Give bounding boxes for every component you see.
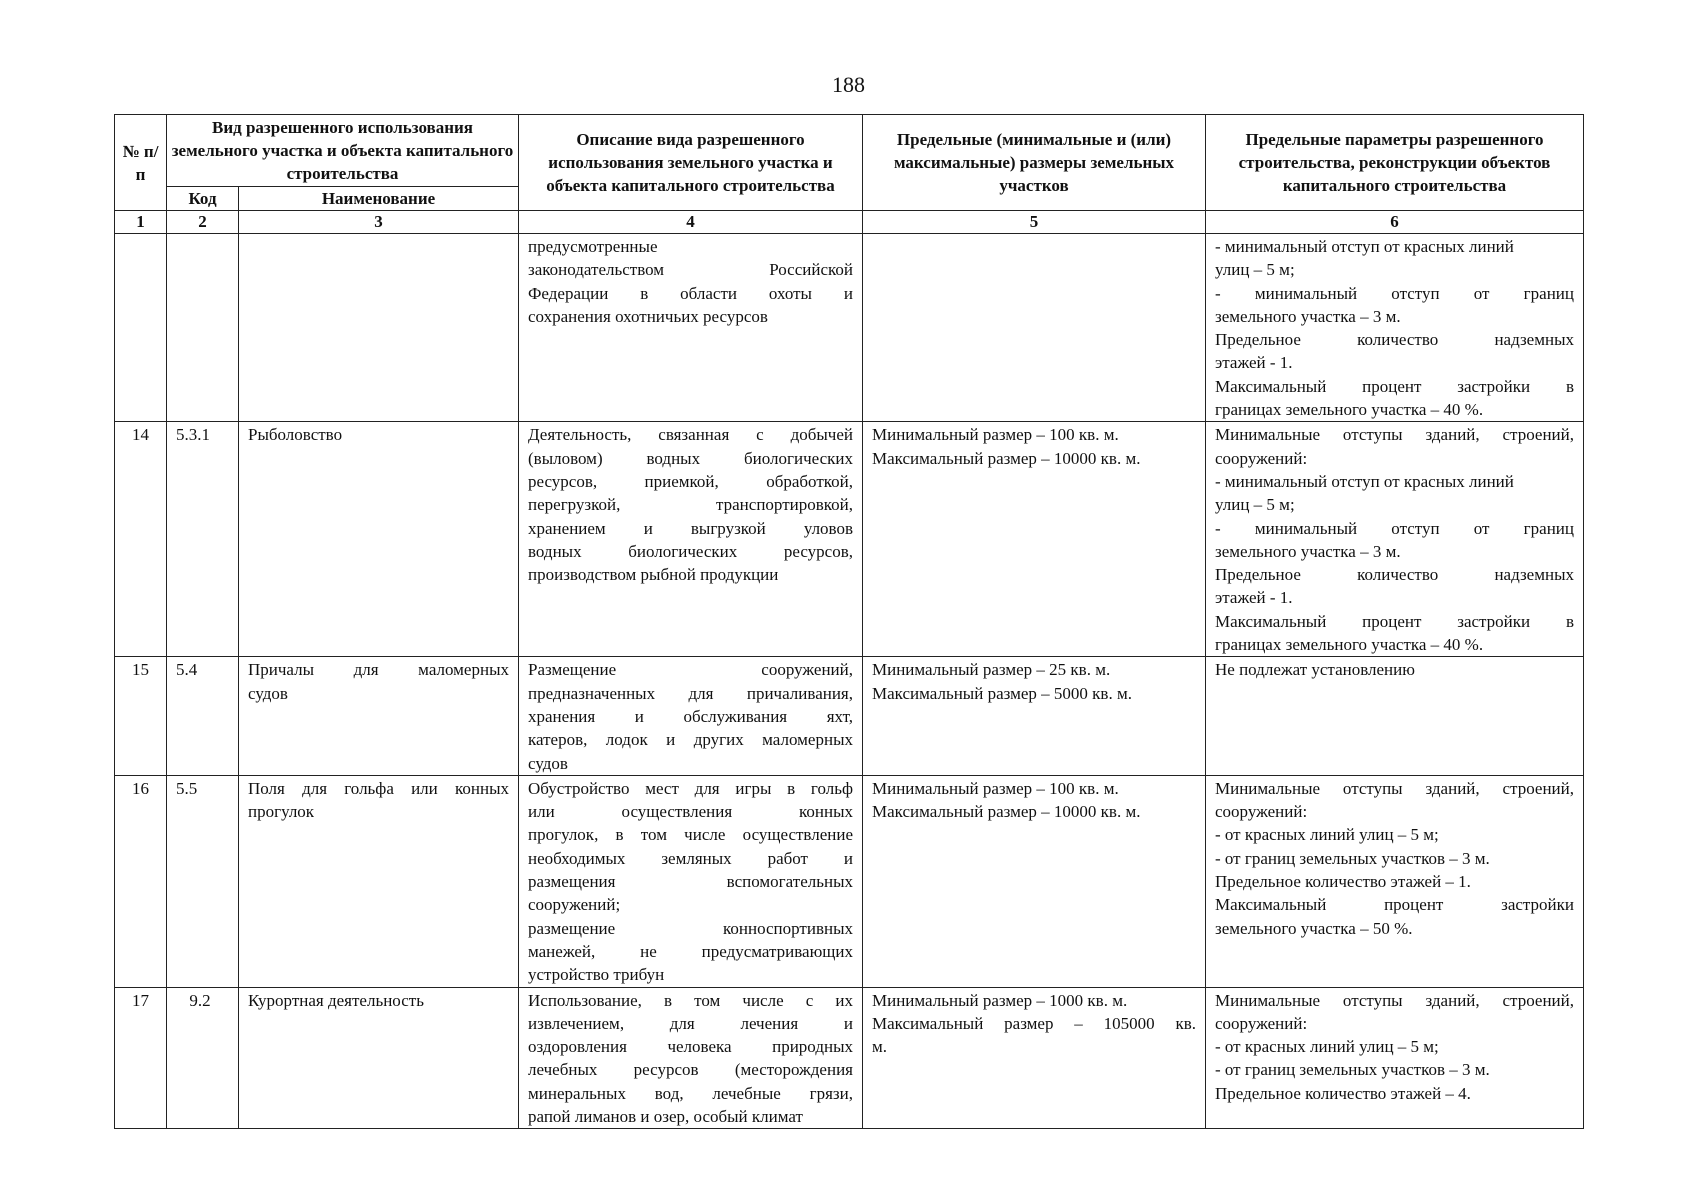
table-row: [115, 422, 1584, 657]
cell-line: Размещение сооружений,: [528, 660, 853, 680]
cell-line: Максимальный процент застройки в: [1215, 611, 1574, 631]
cell-line: устройство трибун: [528, 965, 665, 985]
row-number: 16: [115, 775, 167, 987]
cell-line: Не подлежат установлению: [1215, 660, 1415, 680]
cell-line: лечебных ресурсов (месторождения: [528, 1060, 853, 1080]
cell-line: хранения и обслуживания яхт,: [528, 706, 853, 726]
cell-line: Предельное количество этажей – 1.: [1215, 872, 1471, 892]
table-row: [115, 987, 1584, 1129]
cell-line: Минимальные отступы зданий, строений,: [1215, 990, 1574, 1010]
row-sizes: [863, 657, 1206, 775]
cell-line: Максимальный размер – 5000 кв. м.: [872, 683, 1132, 703]
cell-line: Минимальный размер – 25 кв. м.: [872, 660, 1111, 680]
row-code: 5.3.1: [167, 422, 239, 657]
cell-line: Максимальный процент застройки в: [1215, 376, 1574, 396]
cell-line: сохранения охотничьих ресурсов: [528, 306, 768, 326]
row-code: 5.4: [167, 657, 239, 775]
cell-line: Минимальные отступы зданий, строений,: [1215, 425, 1574, 445]
cell-line: Деятельность, связанная с добычей: [528, 425, 853, 445]
cell-line: сооружений:: [1215, 802, 1308, 822]
row-name: [239, 657, 519, 775]
cell-line: сооружений:: [1215, 1013, 1308, 1033]
row-params: [1206, 657, 1584, 775]
row-number: [115, 234, 167, 422]
cell-line: Обустройство мест для игры в гольф: [528, 778, 853, 798]
cell-line: Максимальный размер – 105000 кв.: [872, 1013, 1196, 1033]
header-code: Код: [167, 187, 239, 211]
row-description: [519, 422, 863, 657]
cell-line: необходимых земляных работ и: [528, 848, 853, 868]
header-type-group: Вид разрешенного использования земельного участка и объекта капитального строительства: [167, 115, 519, 187]
row-code: 5.5: [167, 775, 239, 987]
row-number: 15: [115, 657, 167, 775]
column-number: 3: [239, 211, 519, 234]
cell-line: предназначенных для причаливания,: [528, 683, 853, 703]
cell-line: границах земельного участка – 40 %.: [1215, 635, 1484, 655]
cell-line: Причалы для маломерных: [248, 660, 509, 680]
cell-line: м.: [872, 1037, 888, 1057]
cell-line: - минимальный отступ от границ: [1215, 283, 1574, 303]
cell-line: - минимальный отступ от красных линий: [1215, 237, 1514, 256]
cell-line: законодательством Российской: [528, 260, 853, 280]
header-description: Описание вида разрешенного использования земельного участка и объекта капитального строительства: [519, 115, 863, 211]
cell-line: производством рыбной продукции: [528, 565, 779, 585]
row-name: [239, 775, 519, 987]
row-params: [1206, 234, 1584, 422]
cell-line: катеров, лодок и других маломерных: [528, 730, 853, 750]
row-number: 17: [115, 987, 167, 1129]
table-row: [115, 657, 1584, 775]
cell-line: земельного участка – 3 м.: [1215, 306, 1401, 326]
row-sizes: [863, 234, 1206, 422]
cell-line: Федерации в области охоты и: [528, 283, 853, 303]
column-number: 5: [863, 211, 1206, 234]
cell-line: сооружений;: [528, 895, 621, 915]
cell-line: размещения вспомогательных: [528, 872, 853, 892]
cell-line: извлечением, для лечения и: [528, 1013, 853, 1033]
cell-line: водных биологических ресурсов,: [528, 541, 853, 561]
cell-line: улиц – 5 м;: [1215, 495, 1295, 515]
header-name: Наименование: [239, 187, 519, 211]
cell-line: земельного участка – 50 %.: [1215, 918, 1413, 938]
cell-line: - от красных линий улиц – 5 м;: [1215, 1037, 1439, 1057]
cell-line: этажей - 1.: [1215, 353, 1293, 373]
cell-line: судов: [248, 683, 288, 703]
cell-line: прогулок, в том числе осуществление: [528, 825, 853, 845]
row-name: [239, 987, 519, 1129]
row-name: [239, 234, 519, 422]
cell-line: Максимальный размер – 10000 кв. м.: [872, 802, 1141, 822]
cell-line: Предельное количество надземных: [1215, 565, 1574, 585]
cell-line: Минимальный размер – 100 кв. м.: [872, 778, 1119, 798]
header-sizes: Предельные (минимальные и (или) максимальные) размеры земельных участков: [863, 115, 1206, 211]
cell-line: - минимальный отступ от красных линий: [1215, 471, 1514, 491]
row-params: [1206, 775, 1584, 987]
cell-line: размещение конноспортивных: [528, 918, 853, 938]
cell-line: оздоровления человека природных: [528, 1037, 853, 1057]
cell-line: Рыболовство: [248, 425, 343, 445]
cell-line: Минимальный размер – 100 кв. м.: [872, 425, 1119, 445]
table-row: [115, 234, 1584, 422]
cell-line: - от границ земельных участков – 3 м.: [1215, 1060, 1490, 1080]
table-row: [115, 775, 1584, 987]
cell-line: - минимальный отступ от границ: [1215, 518, 1574, 538]
row-sizes: [863, 987, 1206, 1129]
cell-line: манежей, не предусматривающих: [528, 941, 853, 961]
cell-line: рапой лиманов и озер, особый климат: [528, 1107, 803, 1127]
cell-line: Минимальный размер – 1000 кв. м.: [872, 990, 1128, 1010]
land-use-table: [114, 114, 1584, 1129]
row-number: 14: [115, 422, 167, 657]
row-sizes: [863, 775, 1206, 987]
cell-line: хранением и выгрузкой уловов: [528, 518, 853, 538]
cell-line: Предельное количество надземных: [1215, 330, 1574, 350]
row-code: [167, 234, 239, 422]
cell-line: этажей - 1.: [1215, 588, 1293, 608]
column-number: 1: [115, 211, 167, 234]
cell-line: улиц – 5 м;: [1215, 260, 1295, 280]
cell-line: (выловом) водных биологических: [528, 448, 853, 468]
row-description: [519, 775, 863, 987]
header-num: № п/п: [115, 115, 167, 211]
cell-line: земельного участка – 3 м.: [1215, 541, 1401, 561]
row-description: [519, 657, 863, 775]
cell-line: предусмотренные: [528, 237, 658, 256]
cell-line: ресурсов, приемкой, обработкой,: [528, 471, 853, 491]
cell-line: минеральных вод, лечебные грязи,: [528, 1083, 853, 1103]
cell-line: Максимальный процент застройки: [1215, 895, 1574, 915]
cell-line: Предельное количество этажей – 4.: [1215, 1083, 1471, 1103]
page-number: 188: [832, 72, 865, 97]
cell-line: Курортная деятельность: [248, 990, 424, 1010]
cell-line: - от границ земельных участков – 3 м.: [1215, 848, 1490, 868]
cell-line: сооружений:: [1215, 448, 1308, 468]
header-params: Предельные параметры разрешенного строительства, реконструкции объектов капитального строительства: [1206, 115, 1584, 211]
cell-line: Поля для гольфа или конных: [248, 778, 509, 798]
row-description: [519, 234, 863, 422]
cell-line: судов: [528, 753, 568, 773]
cell-line: Максимальный размер – 10000 кв. м.: [872, 448, 1141, 468]
cell-line: - от красных линий улиц – 5 м;: [1215, 825, 1439, 845]
column-number: 2: [167, 211, 239, 234]
column-numbers-row: [115, 211, 1584, 234]
cell-line: перегрузкой, транспортировкой,: [528, 495, 853, 515]
row-params: [1206, 987, 1584, 1129]
cell-line: или осуществления конных: [528, 802, 853, 822]
row-name: [239, 422, 519, 657]
row-code: 9.2: [167, 987, 239, 1129]
cell-line: прогулок: [248, 802, 315, 822]
row-description: [519, 987, 863, 1129]
cell-line: Использование, в том числе с их: [528, 990, 853, 1010]
row-sizes: [863, 422, 1206, 657]
table-header: [115, 115, 1584, 234]
row-params: [1206, 422, 1584, 657]
cell-line: Минимальные отступы зданий, строений,: [1215, 778, 1574, 798]
table-body: [115, 234, 1584, 1129]
cell-line: границах земельного участка – 40 %.: [1215, 400, 1484, 420]
column-number: 6: [1206, 211, 1584, 234]
column-number: 4: [519, 211, 863, 234]
